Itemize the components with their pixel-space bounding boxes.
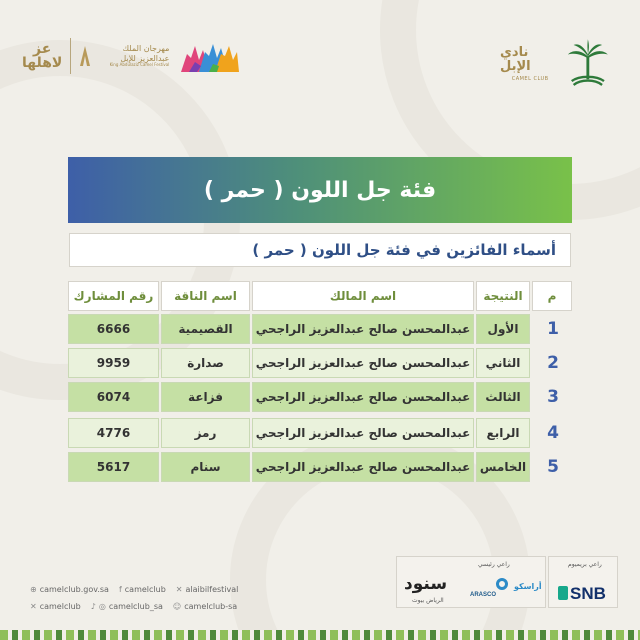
camel-cell: رمز — [161, 418, 250, 448]
owner-cell: عبدالمحسن صالح عبدالعزيز الراجحي — [252, 314, 474, 344]
result-cell: الثاني — [476, 348, 530, 378]
snapchat-icon: ☺ — [172, 602, 182, 611]
column-header-owner: اسم المالك — [252, 281, 474, 311]
result-cell: الأول — [476, 314, 530, 344]
column-header-camel: اسم الناقة — [161, 281, 250, 311]
x-festival-link[interactable]: ✕ alaibilfestival — [176, 581, 239, 598]
participant-cell: 4776 — [68, 418, 159, 448]
club-name-en: CAMEL CLUB — [511, 76, 549, 83]
column-header-participant: رقم المشارك — [68, 281, 159, 311]
row-number: 3 — [547, 387, 559, 407]
camel-cell: صدارة — [161, 348, 250, 378]
festival-name: مهرجان الملك عبدالعزيز للإبل King Abdulaziz Camel Festival — [109, 44, 170, 68]
page-title: فئة جل اللون ( حمر ) — [203, 177, 437, 203]
participant-cell: 9959 — [68, 348, 159, 378]
row-number: 2 — [547, 353, 559, 373]
instagram-icon: ◎ — [98, 602, 106, 611]
owner-cell: عبدالمحسن صالح عبدالعزيز الراجحي — [252, 418, 474, 448]
camel-cell: فزاعة — [161, 382, 250, 412]
sanad-subtitle: الرياض بيوت — [412, 597, 444, 604]
facebook-link[interactable]: f camelclub — [119, 581, 166, 598]
snapchat-link[interactable]: ☺ camelclub-sa — [173, 598, 237, 615]
main-sponsor-label: راعي رئيسي — [478, 561, 510, 568]
title-banner — [68, 157, 572, 223]
palm-swords-icon — [566, 38, 610, 90]
x-icon: ✕ — [30, 602, 37, 611]
x-club-link[interactable]: ✕ camelclub — [30, 598, 81, 615]
camel-cell: سنام — [161, 452, 250, 482]
arasco-icon — [496, 578, 508, 590]
column-header-result: النتيجة — [476, 281, 530, 311]
camel-riders-icon — [177, 36, 241, 76]
x-icon: ✕ — [175, 585, 183, 594]
owner-cell: عبدالمحسن صالح عبدالعزيز الراجحي — [252, 348, 474, 378]
camel-cell: القصيمية — [161, 314, 250, 344]
participant-cell: 6666 — [68, 314, 159, 344]
result-cell: الخامس — [476, 452, 530, 482]
festival-emblem-icon — [79, 44, 91, 68]
social-links — [30, 581, 238, 615]
owner-cell: عبدالمحسن صالح عبدالعزيز الراجحي — [252, 452, 474, 482]
premium-sponsor-label: راعي بريميوم — [568, 561, 602, 568]
result-cell: الثالث — [476, 382, 530, 412]
column-header-index: م — [532, 281, 572, 311]
snb-logo: SNB — [570, 584, 606, 603]
divider — [70, 38, 71, 74]
tiktok-instagram-link[interactable]: ♪ ◎ camelclub_sa — [91, 598, 163, 615]
camel-club-logo — [500, 34, 610, 94]
tiktok-icon: ♪ — [90, 602, 96, 611]
result-cell: الرابع — [476, 418, 530, 448]
subtitle-box — [69, 233, 571, 267]
club-name-ar: نادي الإبل — [500, 44, 531, 74]
row-number: 4 — [547, 423, 559, 443]
website-link[interactable]: ⊕ camelclub.gov.sa — [30, 581, 109, 598]
globe-icon: ⊕ — [30, 585, 37, 594]
row-number: 5 — [547, 457, 559, 477]
participant-cell: 6074 — [68, 382, 159, 412]
sanad-logo: سنود — [404, 574, 448, 594]
owner-cell: عبدالمحسن صالح عبدالعزيز الراجحي — [252, 382, 474, 412]
participant-cell: 5617 — [68, 452, 159, 482]
facebook-icon: f — [118, 585, 122, 594]
decorative-border — [0, 630, 640, 640]
festival-logo-group — [22, 36, 241, 76]
arasco-logo-ar: أراسكو — [514, 582, 542, 591]
slogan-logo: عز لاهلها — [22, 41, 63, 71]
arasco-logo: ARASCO — [470, 592, 497, 598]
row-number: 1 — [547, 319, 559, 339]
page-subtitle: أسماء الفائزين في فئة جل اللون ( حمر ) — [252, 241, 556, 259]
snb-icon — [558, 586, 568, 600]
